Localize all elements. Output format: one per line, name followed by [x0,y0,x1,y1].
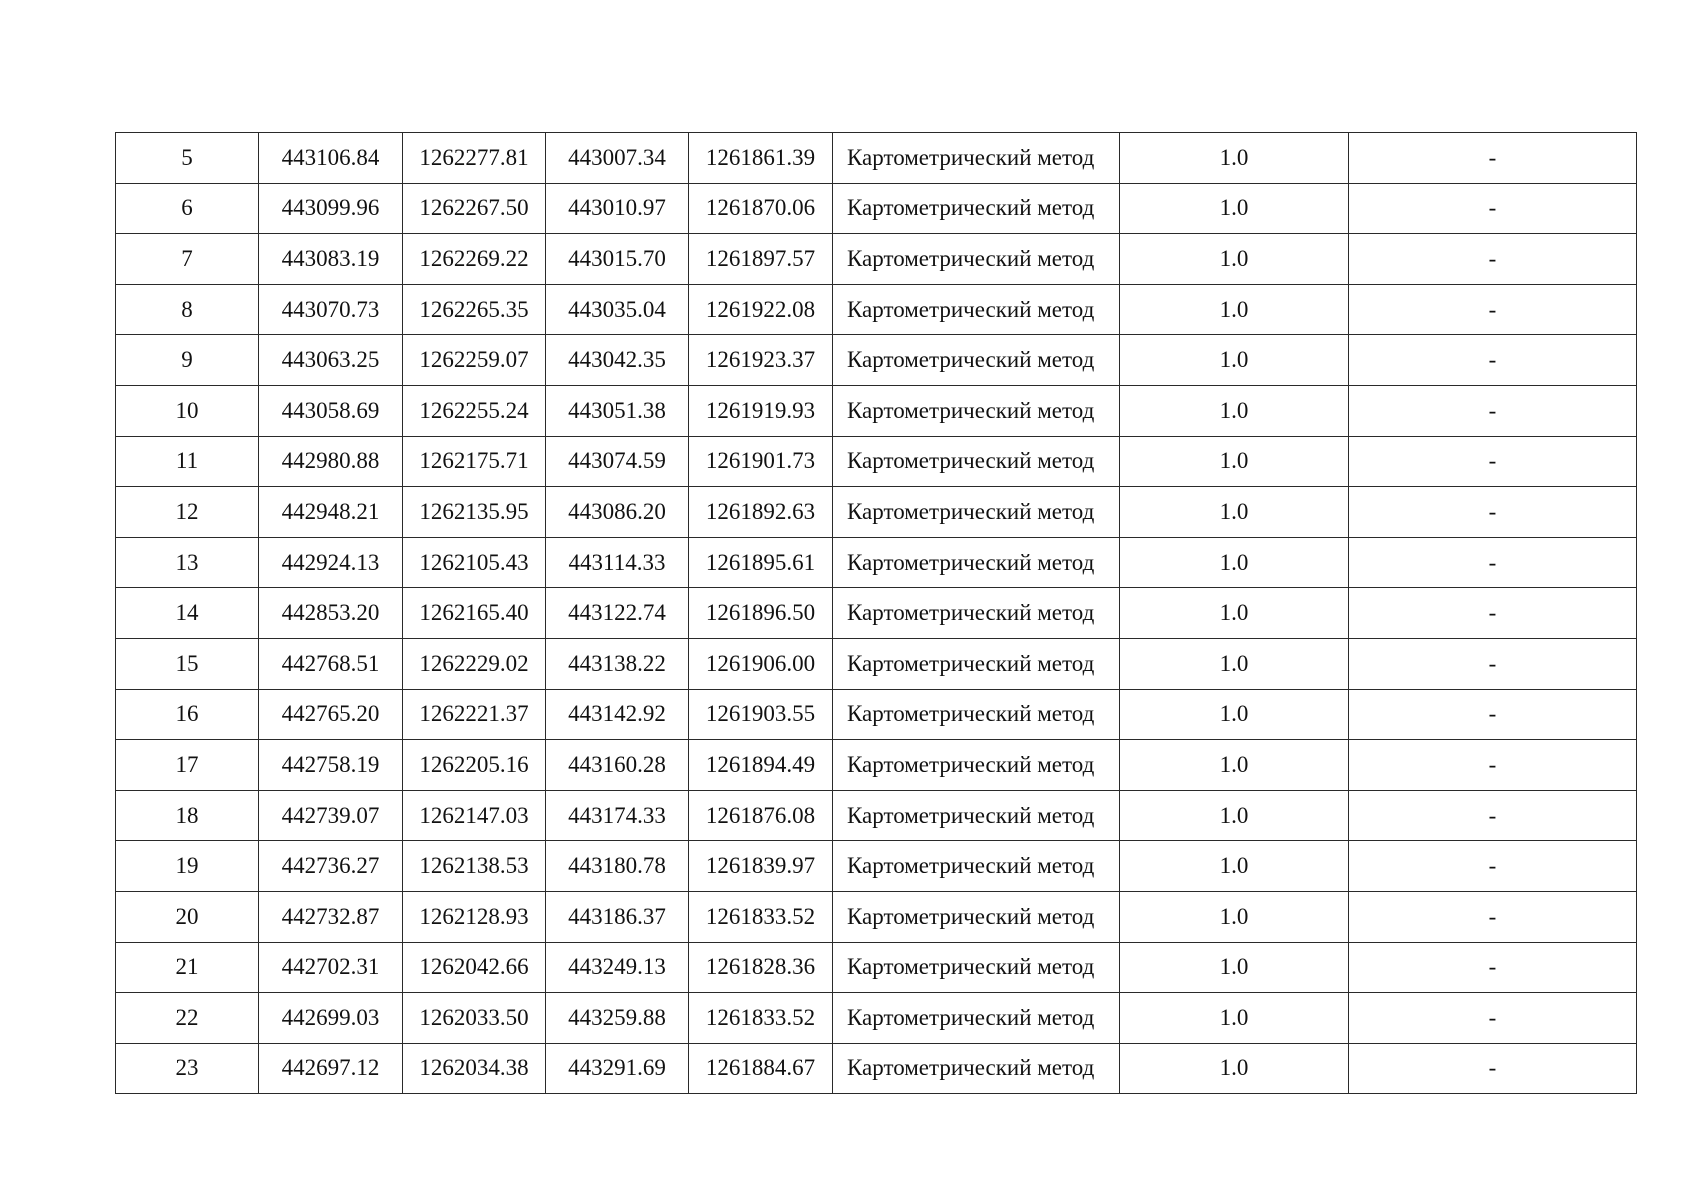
point-number-cell: 12 [116,487,259,538]
point-number-cell: 20 [116,891,259,942]
x-coordinate-2-cell: 443174.33 [546,790,689,841]
point-number-cell: 18 [116,790,259,841]
x-coordinate-cell: 442768.51 [259,638,403,689]
y-coordinate-2-cell: 1261833.52 [689,891,833,942]
y-coordinate-cell: 1262165.40 [403,588,546,639]
y-coordinate-cell: 1262138.53 [403,841,546,892]
table-row [116,436,1637,487]
y-coordinate-2-cell: 1261895.61 [689,537,833,588]
y-coordinate-cell: 1262042.66 [403,942,546,993]
accuracy-cell: 1.0 [1120,487,1349,538]
y-coordinate-cell: 1262205.16 [403,740,546,791]
point-number-cell: 13 [116,537,259,588]
note-cell: - [1349,183,1637,234]
y-coordinate-cell: 1262277.81 [403,133,546,184]
note-cell: - [1349,740,1637,791]
accuracy-cell: 1.0 [1120,1043,1349,1094]
table-row [116,740,1637,791]
x-coordinate-2-cell: 443160.28 [546,740,689,791]
table-row [116,183,1637,234]
y-coordinate-2-cell: 1261870.06 [689,183,833,234]
method-cell: Картометрический метод [833,537,1120,588]
point-number-cell: 16 [116,689,259,740]
x-coordinate-2-cell: 443051.38 [546,385,689,436]
note-cell: - [1349,133,1637,184]
note-cell: - [1349,234,1637,285]
y-coordinate-2-cell: 1261839.97 [689,841,833,892]
x-coordinate-2-cell: 443074.59 [546,436,689,487]
method-cell: Картометрический метод [833,183,1120,234]
table-row [116,234,1637,285]
point-number-cell: 9 [116,335,259,386]
y-coordinate-cell: 1262147.03 [403,790,546,841]
accuracy-cell: 1.0 [1120,436,1349,487]
accuracy-cell: 1.0 [1120,891,1349,942]
note-cell: - [1349,790,1637,841]
y-coordinate-cell: 1262128.93 [403,891,546,942]
y-coordinate-2-cell: 1261923.37 [689,335,833,386]
x-coordinate-cell: 443070.73 [259,284,403,335]
method-cell: Картометрический метод [833,335,1120,386]
method-cell: Картометрический метод [833,436,1120,487]
x-coordinate-cell: 443063.25 [259,335,403,386]
x-coordinate-cell: 443083.19 [259,234,403,285]
note-cell: - [1349,638,1637,689]
table-row [116,588,1637,639]
table-row [116,284,1637,335]
method-cell: Картометрический метод [833,588,1120,639]
accuracy-cell: 1.0 [1120,284,1349,335]
method-cell: Картометрический метод [833,942,1120,993]
y-coordinate-2-cell: 1261894.49 [689,740,833,791]
x-coordinate-cell: 442924.13 [259,537,403,588]
x-coordinate-2-cell: 443291.69 [546,1043,689,1094]
y-coordinate-cell: 1262259.07 [403,335,546,386]
y-coordinate-cell: 1262033.50 [403,993,546,1044]
note-cell: - [1349,942,1637,993]
accuracy-cell: 1.0 [1120,537,1349,588]
y-coordinate-2-cell: 1261884.67 [689,1043,833,1094]
table-row [116,487,1637,538]
method-cell: Картометрический метод [833,133,1120,184]
table-row [116,689,1637,740]
point-number-cell: 5 [116,133,259,184]
point-number-cell: 11 [116,436,259,487]
note-cell: - [1349,1043,1637,1094]
y-coordinate-cell: 1262229.02 [403,638,546,689]
y-coordinate-2-cell: 1261833.52 [689,993,833,1044]
accuracy-cell: 1.0 [1120,740,1349,791]
coordinates-table [115,132,1637,1094]
y-coordinate-2-cell: 1261919.93 [689,385,833,436]
accuracy-cell: 1.0 [1120,790,1349,841]
y-coordinate-cell: 1262269.22 [403,234,546,285]
accuracy-cell: 1.0 [1120,993,1349,1044]
point-number-cell: 8 [116,284,259,335]
table-row [116,891,1637,942]
x-coordinate-cell: 442739.07 [259,790,403,841]
note-cell: - [1349,993,1637,1044]
y-coordinate-2-cell: 1261901.73 [689,436,833,487]
method-cell: Картометрический метод [833,891,1120,942]
table-row [116,385,1637,436]
method-cell: Картометрический метод [833,638,1120,689]
method-cell: Картометрический метод [833,1043,1120,1094]
method-cell: Картометрический метод [833,740,1120,791]
x-coordinate-cell: 442758.19 [259,740,403,791]
x-coordinate-cell: 443058.69 [259,385,403,436]
note-cell: - [1349,284,1637,335]
accuracy-cell: 1.0 [1120,942,1349,993]
table-row [116,1043,1637,1094]
x-coordinate-2-cell: 443122.74 [546,588,689,639]
y-coordinate-2-cell: 1261903.55 [689,689,833,740]
point-number-cell: 15 [116,638,259,689]
table-row [116,133,1637,184]
point-number-cell: 6 [116,183,259,234]
point-number-cell: 14 [116,588,259,639]
point-number-cell: 19 [116,841,259,892]
x-coordinate-cell: 442980.88 [259,436,403,487]
x-coordinate-cell: 443099.96 [259,183,403,234]
x-coordinate-cell: 442697.12 [259,1043,403,1094]
table-row [116,638,1637,689]
table-row [116,537,1637,588]
x-coordinate-cell: 442736.27 [259,841,403,892]
note-cell: - [1349,335,1637,386]
accuracy-cell: 1.0 [1120,335,1349,386]
x-coordinate-cell: 442853.20 [259,588,403,639]
y-coordinate-2-cell: 1261892.63 [689,487,833,538]
x-coordinate-2-cell: 443035.04 [546,284,689,335]
y-coordinate-2-cell: 1261922.08 [689,284,833,335]
x-coordinate-cell: 443106.84 [259,133,403,184]
note-cell: - [1349,385,1637,436]
y-coordinate-cell: 1262221.37 [403,689,546,740]
x-coordinate-2-cell: 443138.22 [546,638,689,689]
method-cell: Картометрический метод [833,689,1120,740]
point-number-cell: 23 [116,1043,259,1094]
x-coordinate-cell: 442699.03 [259,993,403,1044]
method-cell: Картометрический метод [833,234,1120,285]
table-row [116,841,1637,892]
method-cell: Картометрический метод [833,284,1120,335]
method-cell: Картометрический метод [833,487,1120,538]
x-coordinate-2-cell: 443086.20 [546,487,689,538]
point-number-cell: 22 [116,993,259,1044]
accuracy-cell: 1.0 [1120,638,1349,689]
accuracy-cell: 1.0 [1120,133,1349,184]
y-coordinate-2-cell: 1261828.36 [689,942,833,993]
accuracy-cell: 1.0 [1120,234,1349,285]
note-cell: - [1349,841,1637,892]
y-coordinate-2-cell: 1261876.08 [689,790,833,841]
table-row [116,942,1637,993]
note-cell: - [1349,487,1637,538]
y-coordinate-cell: 1262175.71 [403,436,546,487]
x-coordinate-cell: 442732.87 [259,891,403,942]
method-cell: Картометрический метод [833,385,1120,436]
note-cell: - [1349,689,1637,740]
table-body [116,133,1637,1094]
x-coordinate-2-cell: 443007.34 [546,133,689,184]
x-coordinate-cell: 442765.20 [259,689,403,740]
x-coordinate-cell: 442948.21 [259,487,403,538]
note-cell: - [1349,537,1637,588]
y-coordinate-cell: 1262105.43 [403,537,546,588]
method-cell: Картометрический метод [833,790,1120,841]
x-coordinate-2-cell: 443142.92 [546,689,689,740]
point-number-cell: 17 [116,740,259,791]
x-coordinate-2-cell: 443180.78 [546,841,689,892]
x-coordinate-2-cell: 443186.37 [546,891,689,942]
y-coordinate-cell: 1262267.50 [403,183,546,234]
table-row [116,993,1637,1044]
y-coordinate-cell: 1262034.38 [403,1043,546,1094]
y-coordinate-2-cell: 1261896.50 [689,588,833,639]
x-coordinate-2-cell: 443010.97 [546,183,689,234]
accuracy-cell: 1.0 [1120,588,1349,639]
accuracy-cell: 1.0 [1120,183,1349,234]
x-coordinate-2-cell: 443259.88 [546,993,689,1044]
accuracy-cell: 1.0 [1120,689,1349,740]
y-coordinate-cell: 1262265.35 [403,284,546,335]
y-coordinate-cell: 1262135.95 [403,487,546,538]
x-coordinate-cell: 442702.31 [259,942,403,993]
x-coordinate-2-cell: 443114.33 [546,537,689,588]
note-cell: - [1349,436,1637,487]
table-row [116,335,1637,386]
x-coordinate-2-cell: 443249.13 [546,942,689,993]
x-coordinate-2-cell: 443042.35 [546,335,689,386]
point-number-cell: 7 [116,234,259,285]
note-cell: - [1349,891,1637,942]
table-row [116,790,1637,841]
accuracy-cell: 1.0 [1120,385,1349,436]
note-cell: - [1349,588,1637,639]
y-coordinate-2-cell: 1261897.57 [689,234,833,285]
y-coordinate-cell: 1262255.24 [403,385,546,436]
method-cell: Картометрический метод [833,841,1120,892]
y-coordinate-2-cell: 1261906.00 [689,638,833,689]
y-coordinate-2-cell: 1261861.39 [689,133,833,184]
x-coordinate-2-cell: 443015.70 [546,234,689,285]
point-number-cell: 10 [116,385,259,436]
point-number-cell: 21 [116,942,259,993]
accuracy-cell: 1.0 [1120,841,1349,892]
method-cell: Картометрический метод [833,993,1120,1044]
